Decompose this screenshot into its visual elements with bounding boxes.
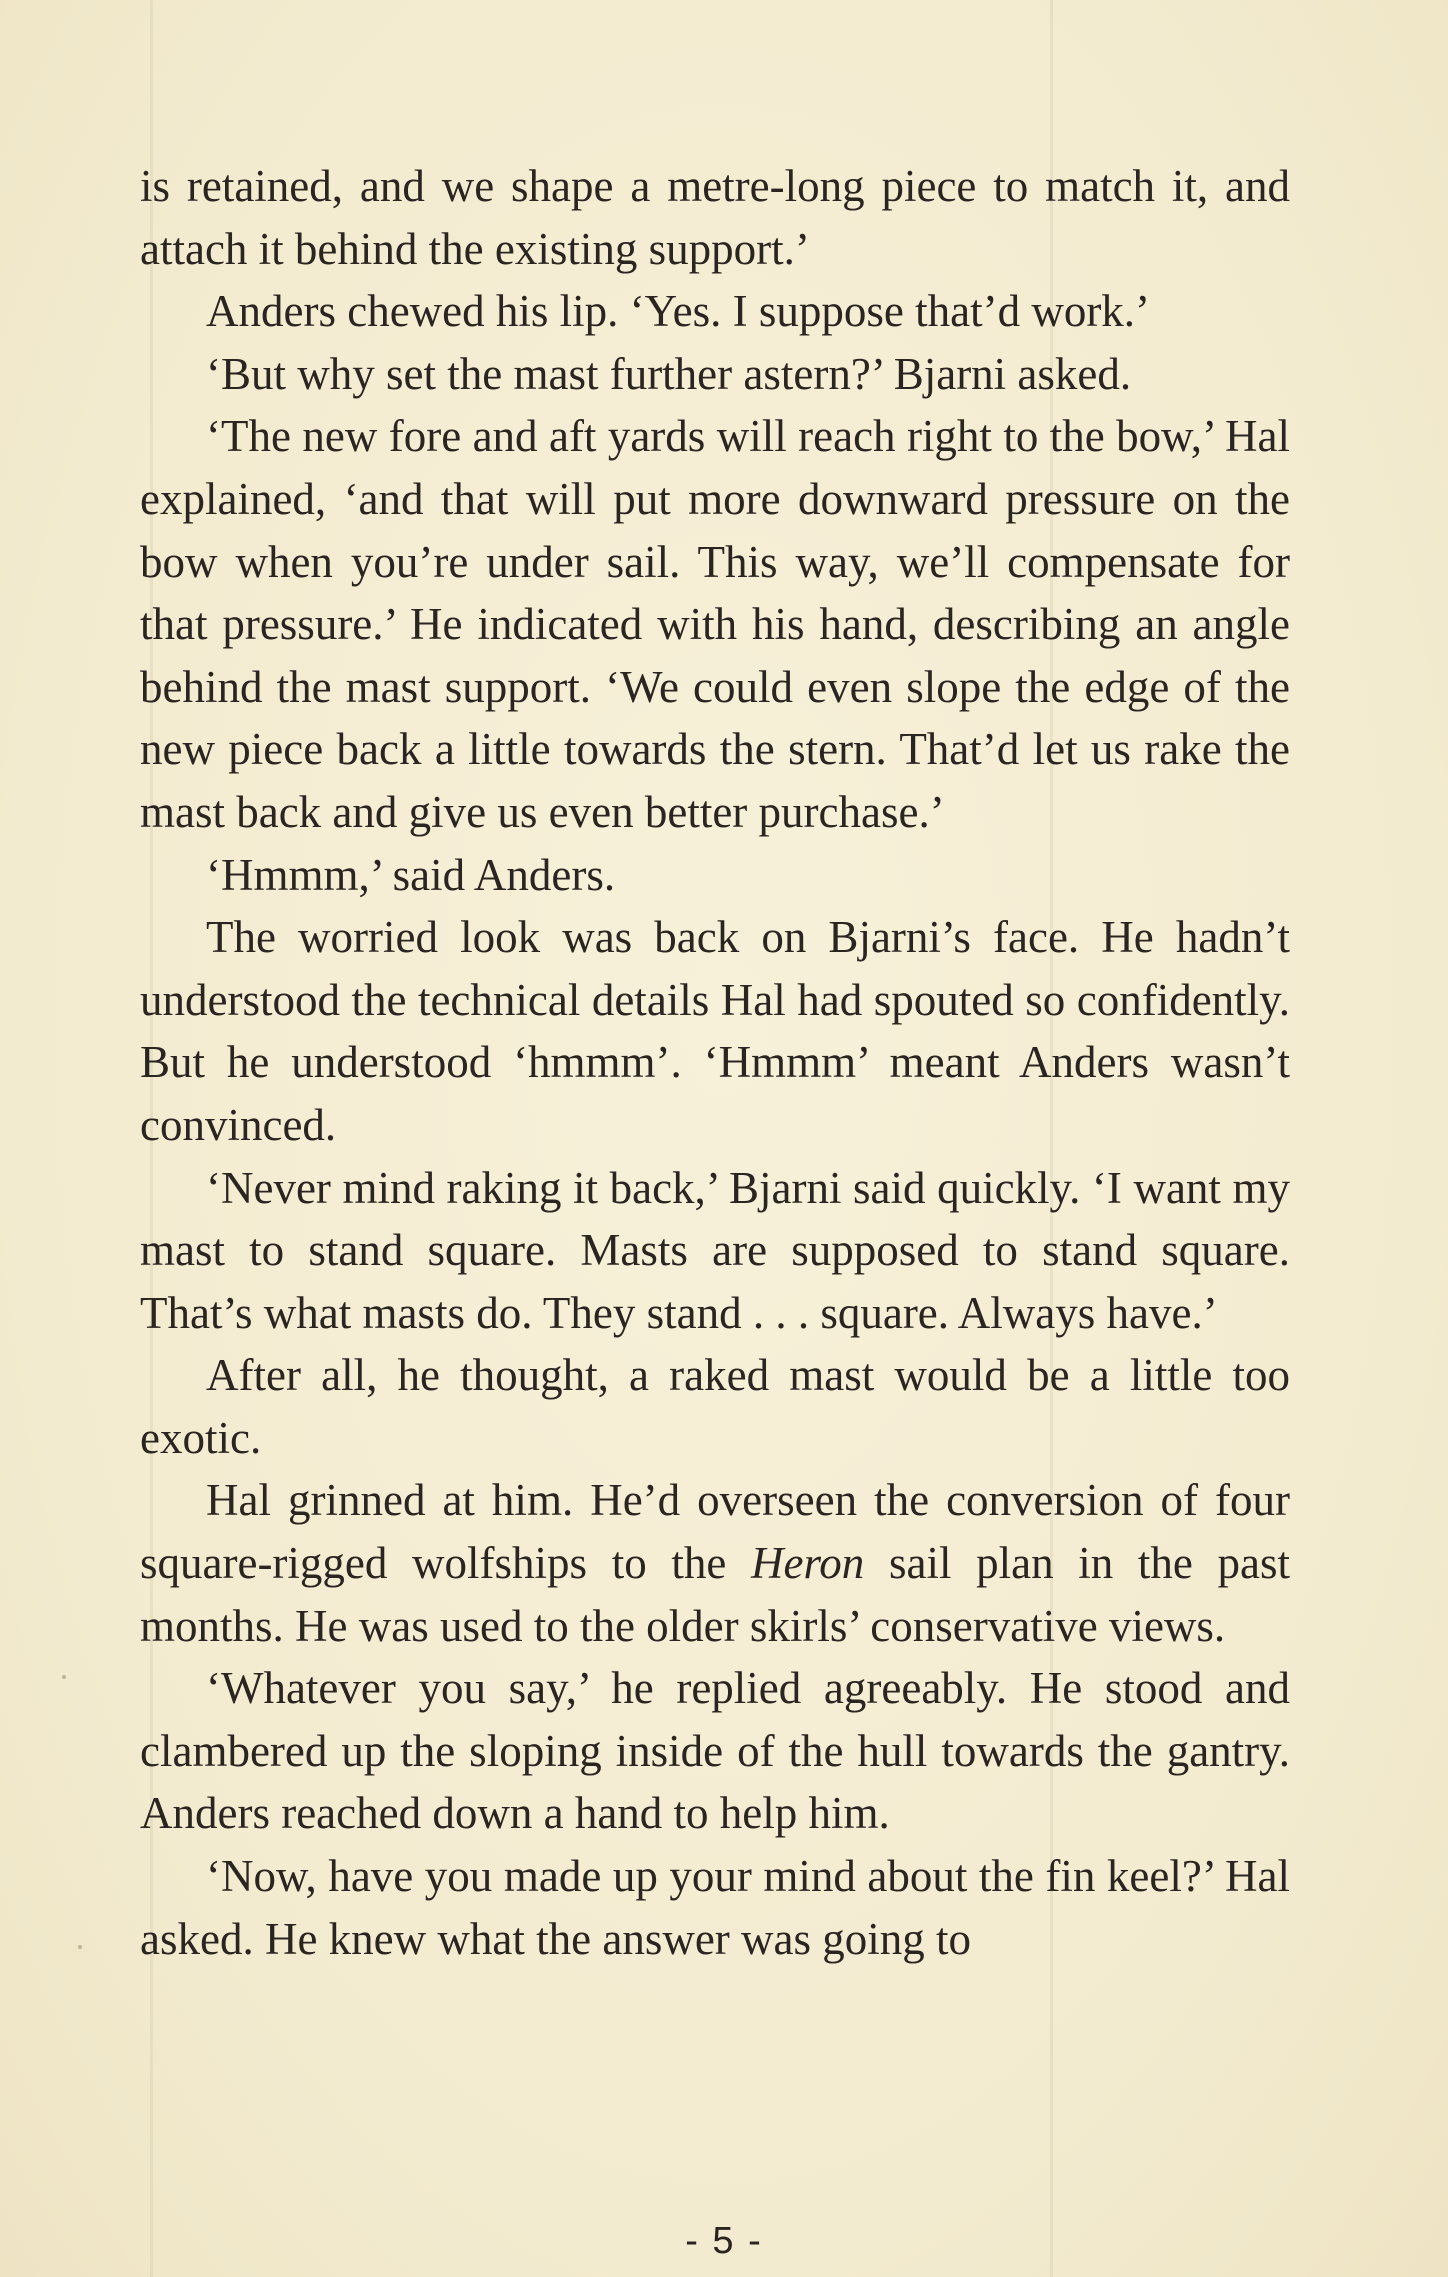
paper-speck — [78, 1945, 82, 1949]
paragraph: The worried look was back on Bjarni’s face. He hadn’t understood the technical details Hal had spouted so confidently. But he understood ‘hmmm’. ‘Hmmm’ meant Anders wasn’t convinced. — [140, 912, 1290, 1150]
paragraph: ‘The new fore and aft yards will reach right to the bow,’ Hal explained, ‘and that will put more downward pressure on the bow when you’re under sail. This way, we’ll compensate for that pressure.’ He indicated with his hand, describing an angle behind the mast support. ‘We could even slope the edge of the new piece back a little towards the stern. That’d let us rake the mast back and give us even better purchase.’ — [140, 411, 1290, 837]
paragraph: ‘Never mind raking it back,’ Bjarni said quickly. ‘I want my mast to stand square. Masts are supposed to stand square. That’s what masts do. They stand . . . square. Always have.’ — [140, 1162, 1290, 1338]
paragraph: ‘Whatever you say,’ he replied agreeably. He stood and clambered up the sloping inside of the hull towards the gantry. Anders reached down a hand to help him. — [140, 1663, 1290, 1839]
paragraph-heron: Hal grinned at him. He’d overseen the conversion of four square-rigged wolfships to the Heron sail plan in the past months. He was used to the older skirls’ conservative views. — [140, 1475, 1290, 1651]
paper-speck — [62, 1675, 66, 1679]
paragraph: After all, he thought, a raked mast would be a little too exotic. — [140, 1350, 1290, 1463]
paragraph: is retained, and we shape a metre-long piece to match it, and attach it behind the existing support.’ — [140, 161, 1290, 274]
paragraph: ‘Now, have you made up your mind about the fin keel?’ Hal asked. He knew what the answer was going to — [140, 1851, 1290, 1964]
paragraph: ‘But why set the mast further astern?’ Bjarni asked. — [206, 348, 1132, 399]
paragraph: ‘Hmmm,’ said Anders. — [206, 849, 616, 900]
paragraph: Anders chewed his lip. ‘Yes. I suppose that’d work.’ — [206, 286, 1151, 337]
body-text — [140, 155, 1290, 1970]
ship-name-italic: Heron — [750, 1538, 865, 1589]
page-number: - 5 - — [685, 2220, 763, 2262]
